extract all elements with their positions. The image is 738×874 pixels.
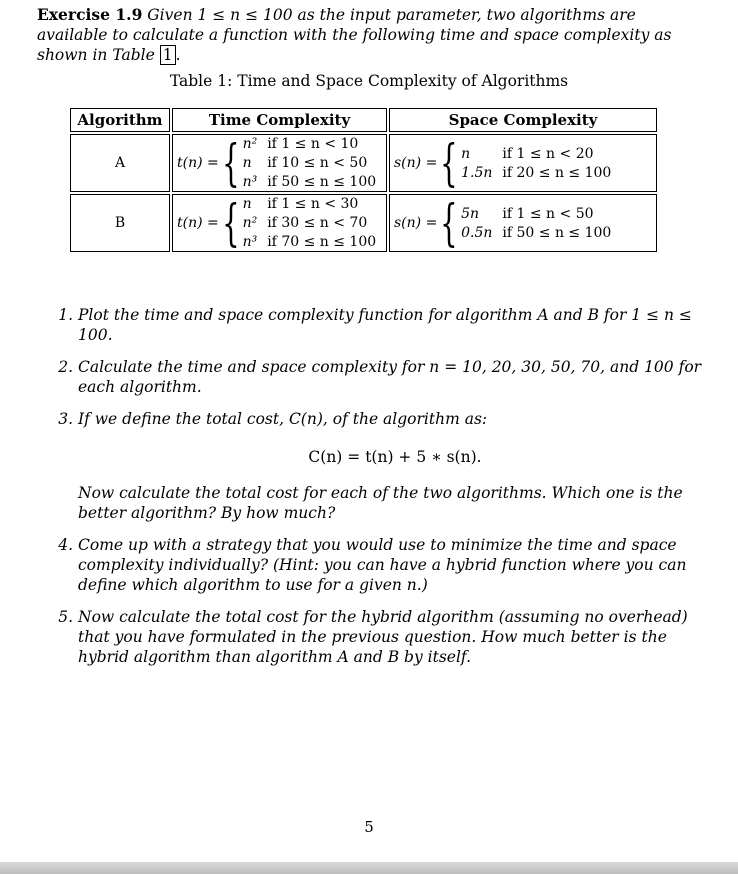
space-lhs: s(n) = <box>394 155 438 171</box>
case-cond: if 50 ≤ n ≤ 100 <box>502 224 612 241</box>
case-expr: n³ <box>242 234 258 250</box>
table-row <box>70 134 657 192</box>
table-row <box>70 194 657 252</box>
question-followup: Now calculate the total cost for each of the two algorithms. Which one is the better algorithm? By how much? <box>78 484 683 522</box>
case-expr: 0.5n <box>461 224 493 241</box>
left-brace-icon: { <box>440 194 458 252</box>
case-cond: if 1 ≤ n < 30 <box>267 196 359 212</box>
algorithm-name: B <box>70 194 170 252</box>
question-item <box>78 409 712 523</box>
question-item <box>78 607 712 667</box>
question-item <box>78 357 712 397</box>
case-expr: n² <box>242 136 258 152</box>
exercise-text: Given 1 ≤ n ≤ 100 as the input parameter, two algorithms are available to calculate a function with the following time and space complexity as shown in Table <box>37 6 672 64</box>
question-text: Plot the time and space complexity function for algorithm A and B for 1 ≤ n ≤ 100. <box>78 306 692 344</box>
space-lhs: s(n) = <box>394 215 438 231</box>
case-expr: 5n <box>461 205 480 222</box>
header-space: Space Complexity <box>389 108 657 132</box>
case-expr: n² <box>242 215 258 231</box>
time-cell <box>172 194 387 252</box>
left-brace-icon: { <box>221 134 240 192</box>
table-header-row <box>70 108 657 132</box>
question-list <box>52 305 712 679</box>
question-text: Now calculate the total cost for the hybrid algorithm (assuming no overhead) that you have formulated in the previous question. How much better is the hybrid algorithm than algorithm A and B by itself. <box>78 608 688 666</box>
case-cond: if 10 ≤ n < 50 <box>267 155 368 171</box>
table-ref-link[interactable]: 1 <box>160 45 176 65</box>
case-cond: if 1 ≤ n < 10 <box>267 136 359 152</box>
space-cell <box>389 134 657 192</box>
table-caption: Table 1: Time and Space Complexity of Algorithms <box>169 72 569 90</box>
question-item <box>78 535 712 595</box>
case-expr: n <box>461 145 471 162</box>
case-expr: 1.5n <box>461 164 493 181</box>
total-cost-equation: C(n) = t(n) + 5 ∗ s(n). <box>308 448 482 466</box>
question-item <box>78 305 712 345</box>
case-cond: if 50 ≤ n ≤ 100 <box>267 174 377 190</box>
header-algorithm: Algorithm <box>70 108 170 132</box>
time-lhs: t(n) = <box>177 215 219 231</box>
case-cond: if 1 ≤ n < 50 <box>502 205 594 222</box>
exercise-end: . <box>175 46 181 64</box>
case-cond: if 70 ≤ n ≤ 100 <box>267 234 377 250</box>
question-text: If we define the total cost, C(n), of the algorithm as: <box>78 410 488 428</box>
exercise-statement <box>37 5 701 65</box>
viewer-bottom-bar <box>0 862 738 874</box>
case-cond: if 1 ≤ n < 20 <box>502 145 594 162</box>
algorithm-name: A <box>70 134 170 192</box>
page-number: 5 <box>364 818 374 836</box>
case-expr: n³ <box>242 174 258 190</box>
left-brace-icon: { <box>440 134 458 192</box>
case-expr: n <box>242 155 252 171</box>
space-cell <box>389 194 657 252</box>
exercise-heading: Exercise 1.9 <box>37 5 143 24</box>
case-cond: if 30 ≤ n < 70 <box>267 215 368 231</box>
question-text: Calculate the time and space complexity for n = 10, 20, 30, 50, 70, and 100 for each algorithm. <box>78 358 702 396</box>
case-cond: if 20 ≤ n ≤ 100 <box>502 164 612 181</box>
case-expr: n <box>242 196 252 212</box>
time-cell <box>172 134 387 192</box>
time-lhs: t(n) = <box>177 155 219 171</box>
question-text: Come up with a strategy that you would use to minimize the time and space complexity individually? (Hint: you can have a hybrid function where you can define which algorithm to use for a given n.) <box>78 536 687 594</box>
header-time: Time Complexity <box>172 108 387 132</box>
left-brace-icon: { <box>221 194 240 252</box>
complexity-table <box>68 106 659 254</box>
